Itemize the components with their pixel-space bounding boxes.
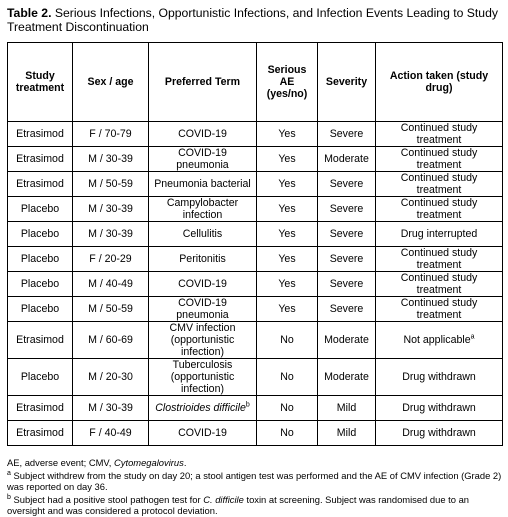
cell-action: Continued study treatment [376,247,503,272]
abbrev-end: . [183,457,187,468]
cell-term: COVID-19 [149,421,257,446]
cell-sex-age: M / 30-39 [73,197,149,222]
cell-term: Pneumonia bacterial [149,172,257,197]
cell-severity: Severe [318,122,376,147]
footnote-b [7,494,502,517]
table-row [8,359,503,396]
footnote-b-marker: b [245,401,250,409]
cell-serious: Yes [257,272,318,297]
table-title: Serious Infections, Opportunistic Infections, and Infection Events Leading to Study Treatment Discontinuation [7,6,498,34]
action-text: Not applicable [403,334,471,346]
cell-severity: Severe [318,172,376,197]
abbrev-text: AE, adverse event; CMV, [7,457,114,468]
cell-treatment: Etrasimod [8,421,73,446]
cell-term: CMV infection (opportunistic infection) [149,322,257,359]
table-caption [7,6,502,34]
abbreviations-note [7,457,502,469]
cell-term [149,396,257,421]
cell-treatment: Placebo [8,222,73,247]
cell-action: Continued study treatment [376,122,503,147]
cell-term: COVID-19 pneumonia [149,147,257,172]
cell-term: COVID-19 [149,122,257,147]
cell-sex-age: M / 30-39 [73,147,149,172]
header-study-treatment: Study treatment [8,43,73,122]
cell-action [376,322,503,359]
table-row [8,172,503,197]
table-row [8,222,503,247]
cell-serious: Yes [257,197,318,222]
header-serious-ae: Serious AE (yes/no) [257,43,318,122]
header-severity: Severity [318,43,376,122]
cell-serious: No [257,359,318,396]
table-row [8,396,503,421]
cell-action: Continued study treatment [376,147,503,172]
footnote-a-text: Subject withdrew from the study on day 20; a stool antigen test was performed and the AE of CMV infection (Grade 2) was reported on day 36. [7,469,502,493]
infections-table [7,42,503,446]
table-row [8,297,503,322]
cell-treatment: Placebo [8,297,73,322]
cell-sex-age: M / 30-39 [73,222,149,247]
table-row [8,122,503,147]
footnote-b-text-1: Subject had a positive stool pathogen test for [10,493,204,505]
table-header-row [8,43,503,122]
cell-sex-age: F / 70-79 [73,122,149,147]
cell-serious: Yes [257,147,318,172]
cell-treatment: Placebo [8,359,73,396]
cell-treatment: Etrasimod [8,396,73,421]
cell-action: Drug withdrawn [376,396,503,421]
cell-treatment: Etrasimod [8,322,73,359]
cell-severity: Severe [318,272,376,297]
cell-severity: Mild [318,421,376,446]
cell-severity: Moderate [318,322,376,359]
header-action-taken: Action taken (study drug) [376,43,503,122]
abbrev-italic: Cytomegalovirus [114,457,184,468]
cell-treatment: Etrasimod [8,147,73,172]
cell-term: COVID-19 [149,272,257,297]
table-row [8,421,503,446]
cell-term: Peritonitis [149,247,257,272]
cell-treatment: Placebo [8,272,73,297]
table-row [8,272,503,297]
cell-treatment: Etrasimod [8,172,73,197]
cell-serious: Yes [257,172,318,197]
term-text: Clostrioides difficile [155,402,246,414]
table-row [8,197,503,222]
header-preferred-term: Preferred Term [149,43,257,122]
table-label: Table 2. [7,6,52,20]
cell-severity: Moderate [318,147,376,172]
cell-severity: Severe [318,247,376,272]
cell-sex-age: M / 20-30 [73,359,149,396]
footnote-a-label: a [7,469,11,477]
footnote-a-marker: a [470,333,475,341]
cell-treatment: Placebo [8,247,73,272]
cell-term: Campylobacter infection [149,197,257,222]
cell-serious: Yes [257,222,318,247]
cell-sex-age: M / 40-49 [73,272,149,297]
cell-serious: Yes [257,122,318,147]
cell-treatment: Etrasimod [8,122,73,147]
cell-sex-age: M / 60-69 [73,322,149,359]
cell-sex-age: M / 30-39 [73,396,149,421]
cell-severity: Moderate [318,359,376,396]
table-row [8,147,503,172]
table-row [8,247,503,272]
cell-action: Drug withdrawn [376,421,503,446]
cell-serious: No [257,421,318,446]
cell-sex-age: F / 40-49 [73,421,149,446]
cell-action: Continued study treatment [376,297,503,322]
footnote-b-italic: C. difficile [203,493,244,505]
cell-action: Drug interrupted [376,222,503,247]
cell-term: Tuberculosis (opportunistic infection) [149,359,257,396]
cell-term: Cellulitis [149,222,257,247]
table-row [8,322,503,359]
cell-action: Continued study treatment [376,197,503,222]
cell-action: Continued study treatment [376,272,503,297]
cell-serious: No [257,396,318,421]
cell-severity: Severe [318,297,376,322]
cell-term: COVID-19 pneumonia [149,297,257,322]
cell-severity: Mild [318,396,376,421]
cell-severity: Severe [318,197,376,222]
cell-sex-age: F / 20-29 [73,247,149,272]
cell-sex-age: M / 50-59 [73,297,149,322]
cell-sex-age: M / 50-59 [73,172,149,197]
header-sex-age: Sex / age [73,43,149,122]
cell-serious: No [257,322,318,359]
cell-treatment: Placebo [8,197,73,222]
cell-action: Drug withdrawn [376,359,503,396]
footnote-b-text-2: toxin at screening. Subject was randomised due to an oversight and was considered a protocol deviation. [7,493,469,517]
cell-serious: Yes [257,297,318,322]
footnote-b-label: b [7,493,11,501]
cell-serious: Yes [257,247,318,272]
cell-severity: Severe [318,222,376,247]
footnote-a [7,470,502,493]
cell-action: Continued study treatment [376,172,503,197]
table-footnotes [7,457,502,517]
